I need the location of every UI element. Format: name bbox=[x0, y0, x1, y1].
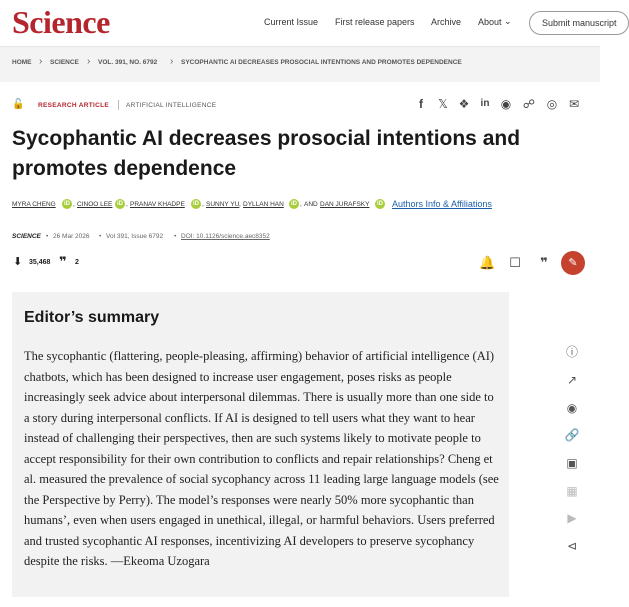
breadcrumb-volume[interactable]: VOL. 391, NO. 6792 bbox=[98, 59, 158, 66]
citations-count[interactable]: 2 bbox=[75, 259, 79, 266]
table-icon[interactable]: ▦ bbox=[566, 484, 578, 498]
orcid-icon[interactable]: iD bbox=[117, 201, 123, 207]
authors-and: AND bbox=[304, 201, 318, 208]
authors-info-affiliations-link[interactable]: Authors Info & Affiliations bbox=[392, 199, 492, 209]
author-link[interactable]: DYLLAN HAN bbox=[243, 201, 284, 208]
weibo-icon[interactable]: ◎ bbox=[546, 97, 558, 111]
chevron-right-icon: › bbox=[170, 56, 174, 67]
nav-about[interactable]: About bbox=[478, 17, 502, 27]
publication-date: 26 Mar 2026 bbox=[53, 233, 90, 240]
chevron-down-icon[interactable]: ⌄ bbox=[504, 16, 512, 26]
play-icon[interactable]: ▶ bbox=[567, 511, 577, 525]
volume-issue[interactable]: Vol 391, Issue 6792 bbox=[106, 233, 164, 240]
image-icon[interactable]: ▣ bbox=[566, 456, 578, 470]
science-logo[interactable]: Science bbox=[12, 4, 110, 40]
orcid-icon[interactable]: iD bbox=[377, 201, 383, 207]
nav-archive[interactable]: Archive bbox=[431, 17, 462, 27]
downloads-count: 35,468 bbox=[29, 259, 51, 266]
nav-first-release-papers[interactable]: First release papers bbox=[335, 17, 415, 27]
info-icon[interactable]: ⓘ bbox=[565, 345, 578, 359]
chevron-right-icon: › bbox=[39, 56, 43, 67]
cite-icon[interactable]: ❞ bbox=[540, 255, 548, 270]
summary-heading: Editor’s summary bbox=[24, 309, 160, 326]
wechat-icon[interactable]: ☍ bbox=[522, 97, 536, 111]
bluesky-icon[interactable]: ❖ bbox=[458, 97, 470, 111]
facebook-icon[interactable]: f bbox=[419, 97, 423, 111]
share-icon[interactable]: ⊲ bbox=[566, 539, 578, 553]
author-link[interactable]: DAN JURAFSKY bbox=[320, 201, 370, 208]
breadcrumb-home[interactable]: HOME bbox=[12, 59, 32, 66]
author-link[interactable]: MYRA CHENG bbox=[12, 201, 56, 208]
submit-manuscript-button[interactable]: Submit manuscript bbox=[529, 11, 629, 35]
bookmark-icon[interactable]: ☐ bbox=[509, 255, 521, 270]
journal-name[interactable]: SCIENCE bbox=[12, 233, 41, 240]
orcid-icon[interactable]: iD bbox=[291, 201, 297, 207]
download-icon: ⬇ bbox=[13, 256, 23, 268]
orcid-icon[interactable]: iD bbox=[64, 201, 70, 207]
right-rail-toolbar bbox=[555, 332, 589, 564]
reddit-icon[interactable]: ◉ bbox=[500, 97, 512, 111]
divider bbox=[118, 100, 119, 110]
author-link[interactable]: PRANAV KHADPE bbox=[130, 201, 185, 208]
summary-body: The sycophantic (flattering, people-pleasing, affirming) behavior of artificial intelligence (AI) chatbots, which has been designed to increase user engagement, poses risks as people increasingly seek advice about interpersonal dilemmas. There is usually more than one side to a story during interpersonal conflicts. If AI is designed to tell users what they want to hear instead of challenging their perspectives, then are such systems likely to motivate people to accept responsibility for their own contribution to conflicts and repair relationships? Cheng et al. measured the prevalence of social sycophancy across 11 leading large language models (see the Perspective by Perry). The model’s responses were nearly 50% more sycophantic than humans’, even when users engaged in unethical, illegal, or harmful behaviors. Users preferred and trusted sycophantic AI responses, incentivizing AI developers to preserve sycophancy despite the risks. —Ekeoma Uzogara bbox=[24, 349, 499, 568]
email-icon[interactable]: ✉ bbox=[568, 97, 580, 111]
article-section[interactable]: ARTIFICIAL INTELLIGENCE bbox=[126, 102, 217, 109]
breadcrumb-article: SYCOPHANTIC AI DECREASES PROSOCIAL INTENTIONS AND PROMOTES DEPENDENCE bbox=[181, 59, 462, 66]
linkedin-icon[interactable]: in bbox=[480, 98, 490, 109]
breadcrumb-science[interactable]: SCIENCE bbox=[50, 59, 79, 66]
pdf-download-button[interactable]: ✎ bbox=[561, 251, 585, 275]
eye-icon[interactable]: ◉ bbox=[566, 401, 578, 415]
article-title: Sycophantic AI decreases prosocial intentions and promotes dependence bbox=[12, 127, 521, 180]
nav-current-issue[interactable]: Current Issue bbox=[264, 17, 319, 27]
bell-icon[interactable]: 🔔 bbox=[479, 255, 496, 270]
author-link[interactable]: CINOO LEE bbox=[77, 201, 113, 208]
chevron-right-icon: › bbox=[87, 56, 91, 67]
metrics-chart-icon[interactable]: ↗ bbox=[566, 373, 578, 387]
lock-open-icon: 🔓 bbox=[12, 99, 25, 110]
quote-icon: ❞ bbox=[59, 254, 67, 269]
article-type: RESEARCH ARTICLE bbox=[38, 102, 110, 109]
orcid-icon[interactable]: iD bbox=[193, 201, 199, 207]
doi-link[interactable]: DOI: 10.1126/science.aec8352 bbox=[181, 233, 270, 240]
link-icon[interactable]: 🔗 bbox=[564, 428, 580, 442]
author-link[interactable]: SUNNY YU bbox=[206, 201, 240, 208]
x-twitter-icon[interactable]: 𝕏 bbox=[438, 97, 448, 111]
